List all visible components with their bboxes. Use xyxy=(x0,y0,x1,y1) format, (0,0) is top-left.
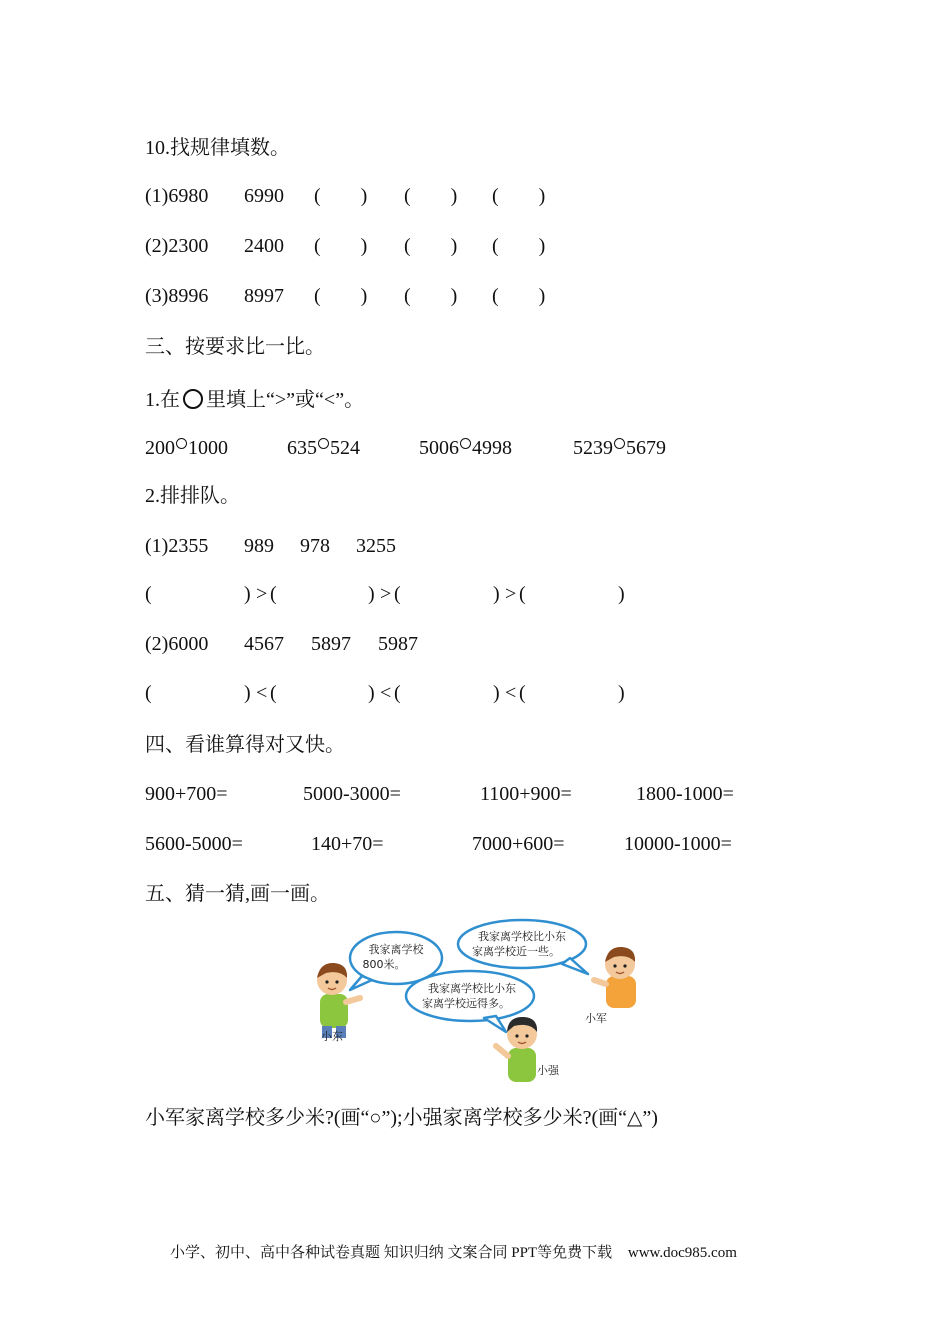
order-number: 5987 xyxy=(378,633,418,655)
compare-right: 4998 xyxy=(472,437,512,459)
compare-right: 1000 xyxy=(188,437,228,459)
name-label-jun: 小军 xyxy=(585,1012,607,1025)
compare-symbol: > xyxy=(505,583,517,605)
paren-open: ( xyxy=(519,682,526,704)
blank-paren: ( ) xyxy=(492,285,546,307)
footer xyxy=(170,1243,737,1263)
blank-paren: ( ) xyxy=(492,235,546,257)
paren-close: ) xyxy=(244,682,251,704)
bubble-text: 家离学校远得多。 xyxy=(422,997,510,1010)
circle-icon xyxy=(183,389,203,409)
blank-paren: ( ) xyxy=(314,235,368,257)
order-number: 978 xyxy=(300,535,330,557)
compare-symbol: < xyxy=(380,682,392,704)
compare-item-2 xyxy=(287,436,360,460)
seq-number: 8996 xyxy=(168,285,209,307)
q10-title: 10.找规律填数。 xyxy=(145,137,290,159)
paren-open: ( xyxy=(394,682,401,704)
name-label-dong: 小东 xyxy=(321,1030,343,1043)
compare-left: 5239 xyxy=(573,437,613,459)
compare-item-3 xyxy=(419,436,512,460)
paren-close: ) xyxy=(368,682,375,704)
compare-left: 5006 xyxy=(419,437,459,459)
paren-close: ) xyxy=(618,583,625,605)
compare-symbol: < xyxy=(505,682,517,704)
instruction-suffix: 里填上“>”或“<”。 xyxy=(206,389,365,411)
order-number: 989 xyxy=(244,535,274,557)
compare-item-1 xyxy=(145,436,228,460)
boy-xiaodong-icon xyxy=(317,963,360,1043)
order-number: 4567 xyxy=(244,633,284,655)
s5-question: 小军家离学校多少米?(画“○”);小强家离学校多少米?(画“△”) xyxy=(145,1107,658,1129)
bubble-text: 800米。 xyxy=(362,958,406,971)
seq-number: 2300 xyxy=(168,235,209,257)
compare-symbol: < xyxy=(256,682,268,704)
circle-blank-icon[interactable] xyxy=(460,438,471,449)
s3-q1-instruction xyxy=(145,388,364,412)
compare-symbol: > xyxy=(256,583,268,605)
bubble-text: 我家离学校比小东 xyxy=(428,982,516,995)
circle-blank-icon[interactable] xyxy=(318,438,329,449)
section-3-title: 三、按要求比一比。 xyxy=(145,336,325,358)
row-label: (1) xyxy=(145,535,169,557)
blank-paren: ( ) xyxy=(314,285,368,307)
calc-item: 900+700= xyxy=(145,783,228,805)
calc-item: 5600-5000= xyxy=(145,833,243,855)
row-label: (3) xyxy=(145,285,169,307)
blank-paren: ( ) xyxy=(404,185,458,207)
order-row-1 xyxy=(145,534,208,558)
blank-paren: ( ) xyxy=(314,185,368,207)
compare-item-4 xyxy=(573,436,666,460)
paren-open: ( xyxy=(519,583,526,605)
name-label-qiang: 小强 xyxy=(537,1064,559,1077)
paren-open: ( xyxy=(145,682,152,704)
children-illustration xyxy=(300,918,660,1086)
paren-close: ) xyxy=(618,682,625,704)
compare-left: 635 xyxy=(287,437,317,459)
blank-paren: ( ) xyxy=(404,235,458,257)
speech-bubble-jun xyxy=(458,920,588,974)
calc-item: 140+70= xyxy=(311,833,384,855)
calc-item: 1800-1000= xyxy=(636,783,734,805)
blank-paren: ( ) xyxy=(404,285,458,307)
blank-paren: ( ) xyxy=(492,185,546,207)
s3-q2-title: 2.排排队。 xyxy=(145,485,240,507)
section-5-title: 五、猜一猜,画一画。 xyxy=(145,883,330,905)
boy-xiaoqiang-icon xyxy=(496,1017,560,1082)
seq-number: 2400 xyxy=(244,235,284,257)
compare-right: 5679 xyxy=(626,437,666,459)
bubble-text: 我家离学校比小东 xyxy=(478,930,566,943)
row-label: (2) xyxy=(145,633,169,655)
paren-open: ( xyxy=(394,583,401,605)
calc-item: 1100+900= xyxy=(480,783,572,805)
paren-close: ) xyxy=(493,583,500,605)
compare-left: 200 xyxy=(145,437,175,459)
footer-url[interactable]: www.doc985.com xyxy=(627,1245,737,1261)
instruction-prefix: 1.在 xyxy=(145,389,180,411)
compare-right: 524 xyxy=(330,437,360,459)
calc-item: 7000+600= xyxy=(472,833,565,855)
paren-close: ) xyxy=(493,682,500,704)
circle-blank-icon[interactable] xyxy=(176,438,187,449)
compare-symbol: > xyxy=(380,583,392,605)
paren-close: ) xyxy=(368,583,375,605)
boy-xiaojun-icon xyxy=(585,947,636,1025)
q10-row-3 xyxy=(145,284,208,308)
order-row-2 xyxy=(145,632,208,656)
paren-close: ) xyxy=(244,583,251,605)
order-number: 3255 xyxy=(356,535,396,557)
q10-row-2 xyxy=(145,234,208,258)
paren-open: ( xyxy=(270,583,277,605)
section-4-title: 四、看谁算得对又快。 xyxy=(145,734,345,756)
calc-item: 5000-3000= xyxy=(303,783,401,805)
paren-open: ( xyxy=(270,682,277,704)
seq-number: 6980 xyxy=(168,185,209,207)
order-number: 2355 xyxy=(168,535,209,557)
footer-text: 小学、初中、高中各种试卷真题 知识归纳 文案合同 PPT等免费下载 xyxy=(170,1245,613,1261)
order-number: 6000 xyxy=(168,633,209,655)
row-label: (1) xyxy=(145,185,169,207)
order-number: 5897 xyxy=(311,633,351,655)
seq-number: 6990 xyxy=(244,185,284,207)
q10-row-1 xyxy=(145,184,208,208)
paren-open: ( xyxy=(145,583,152,605)
bubble-text: 家离学校近一些。 xyxy=(472,945,560,958)
calc-item: 10000-1000= xyxy=(624,833,732,855)
bubble-text: 我家离学校 xyxy=(368,943,424,956)
seq-number: 8997 xyxy=(244,285,284,307)
row-label: (2) xyxy=(145,235,169,257)
circle-blank-icon[interactable] xyxy=(614,438,625,449)
